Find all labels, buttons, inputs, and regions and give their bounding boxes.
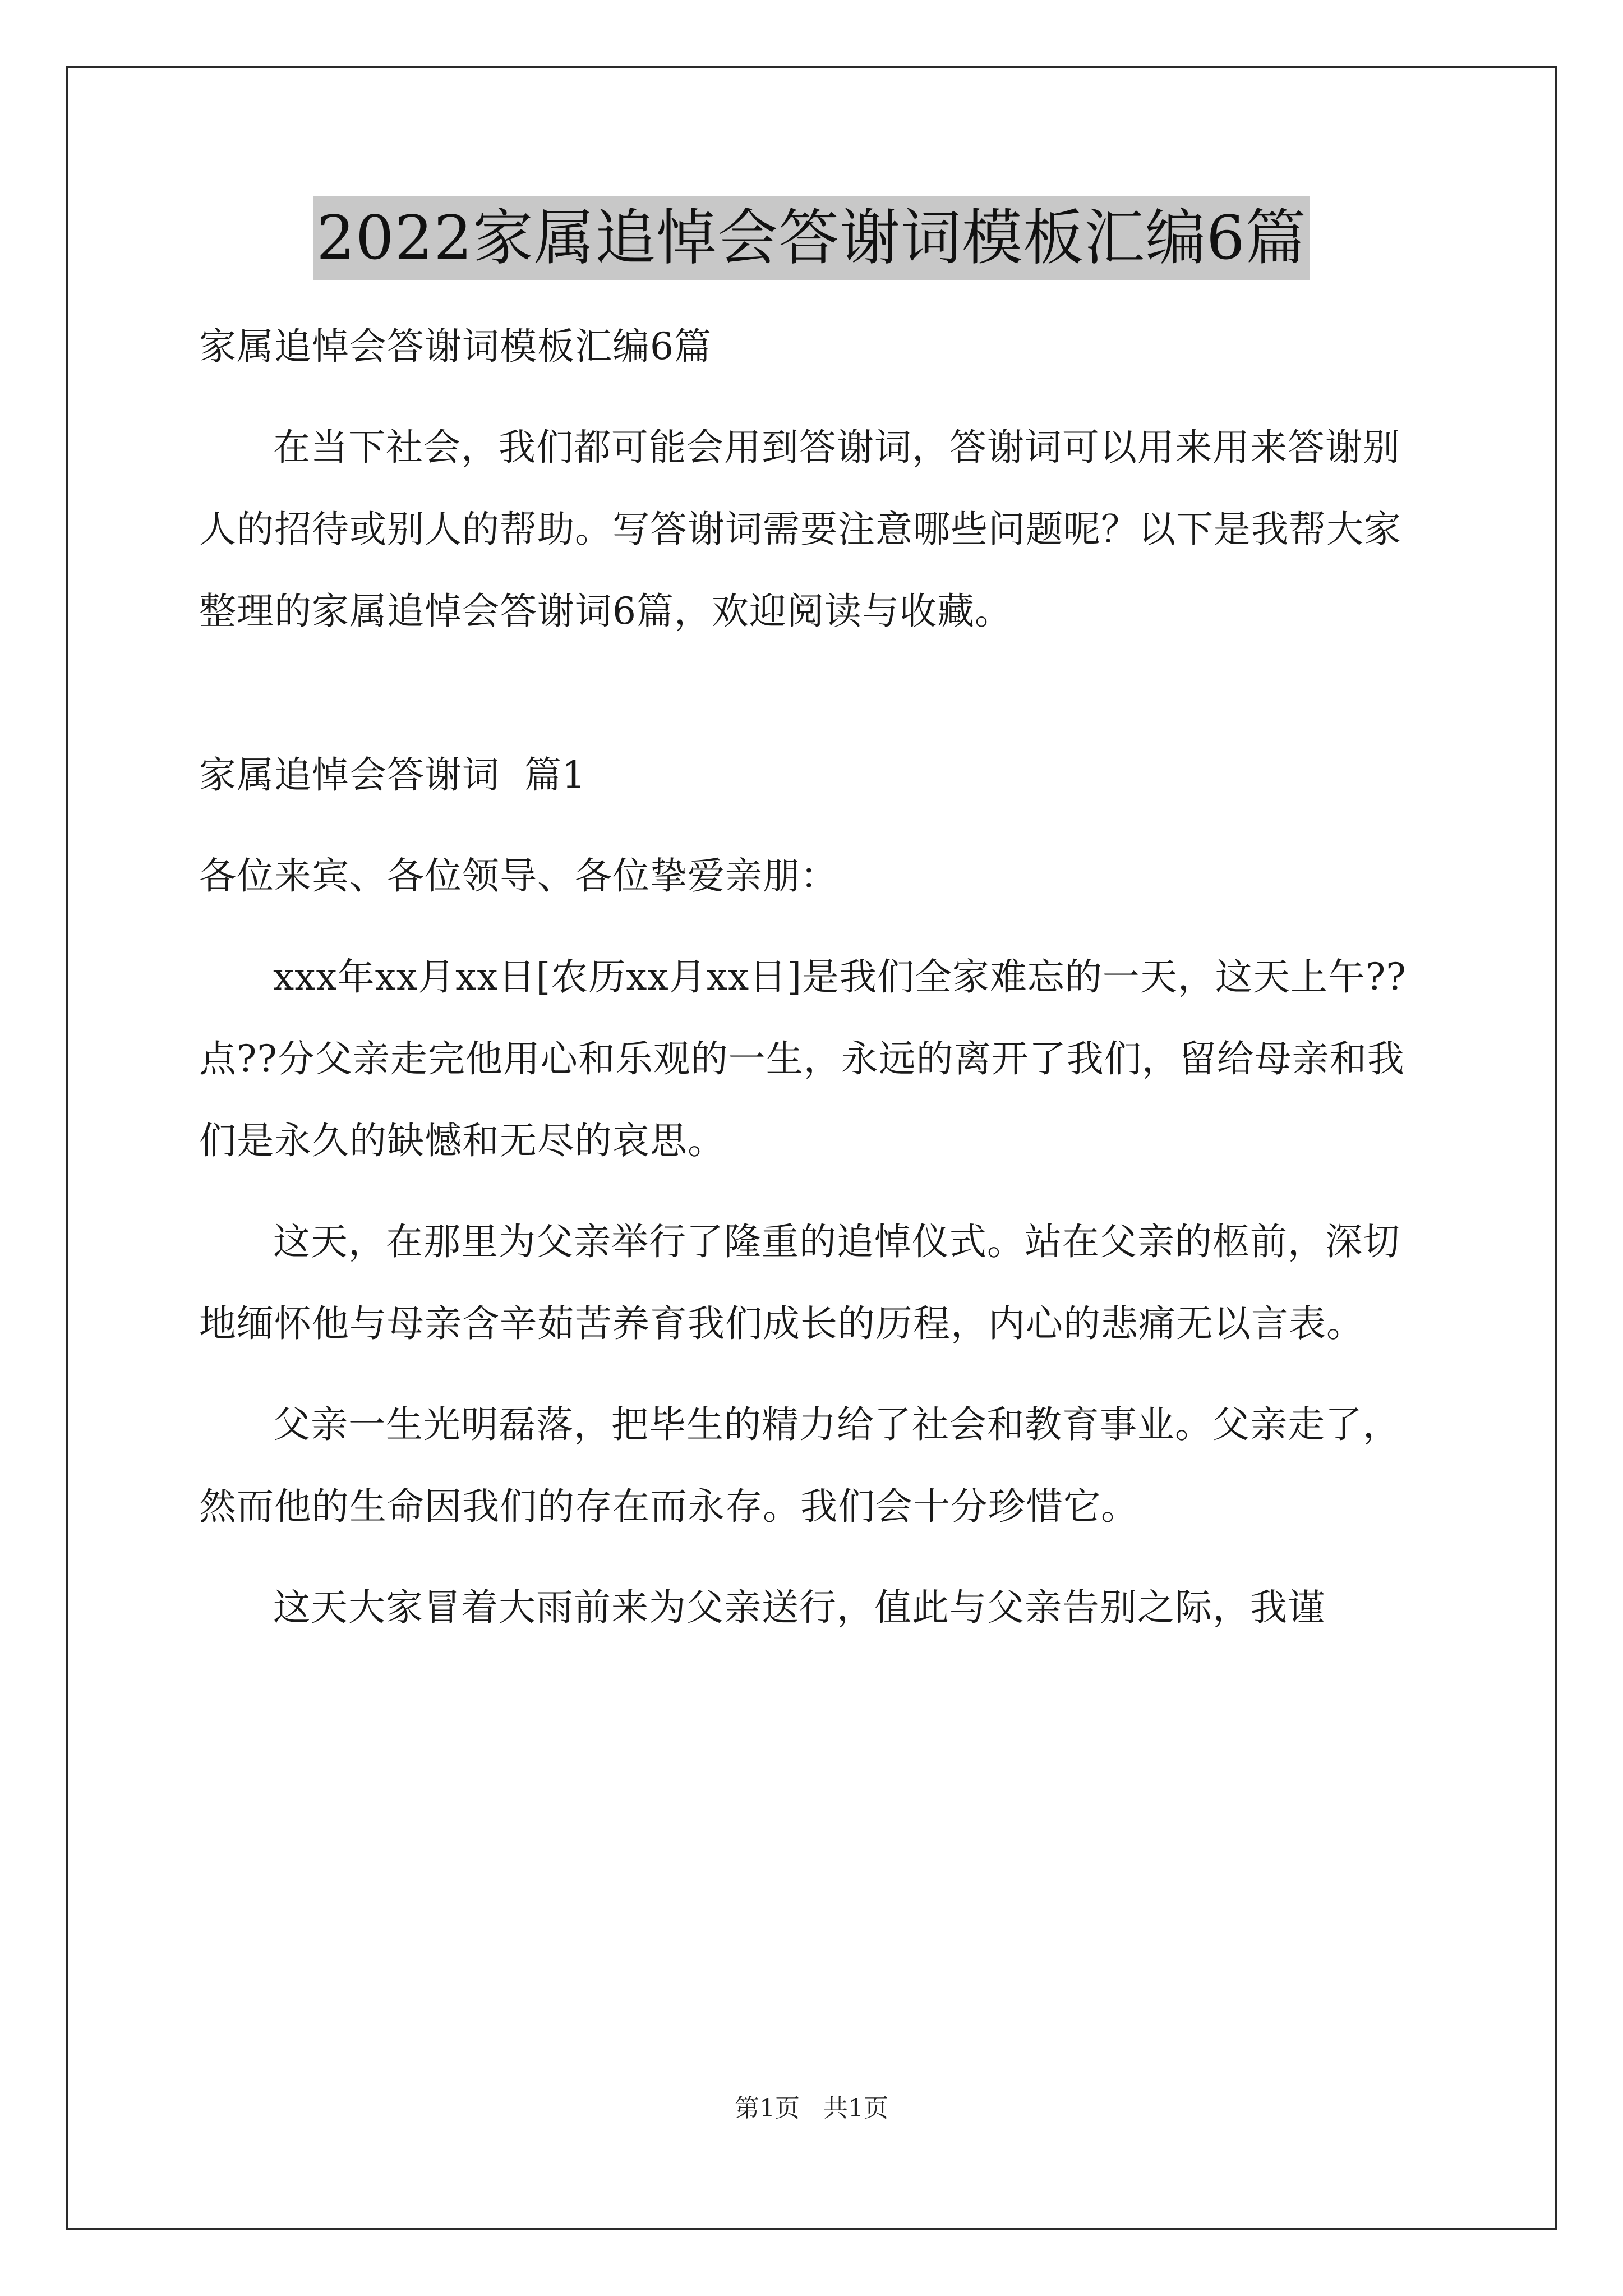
spacer <box>199 816 1433 835</box>
spacer <box>199 1365 1433 1384</box>
title-wrap <box>0 196 1623 280</box>
spacer <box>199 1182 1433 1201</box>
spacer <box>199 1548 1433 1567</box>
salutation: 各位来宾、各位领导、各位挚爱亲朋： <box>199 854 838 898</box>
document-body <box>199 306 1433 1649</box>
body-paragraph-2: 这天，在那里为父亲举行了隆重的追悼仪式。站在父亲的柩前，深切地缅怀他与母亲含辛茹苦养育我们成长的历程，内心的悲痛无以言表。 <box>199 1220 1400 1345</box>
page-total: 共1页 <box>823 2094 888 2123</box>
intro-paragraph: 在当下社会，我们都可能会用到答谢词，答谢词可以用来用来答谢别人的招待或别人的帮助。写答谢词需要注意哪些问题呢？以下是我帮大家整理的家属追悼会答谢词6篇，欢迎阅读与收藏。 <box>199 426 1401 633</box>
spacer <box>199 917 1433 936</box>
spacer <box>199 652 1433 734</box>
spacer <box>199 388 1433 407</box>
section-heading: 家属追悼会答谢词 篇1 <box>199 753 586 797</box>
body-paragraph-4: 这天大家冒着大雨前来为父亲送行，值此与父亲告别之际，我谨 <box>273 1586 1325 1629</box>
page-footer <box>0 2088 1623 2124</box>
document-subtitle: 家属追悼会答谢词模板汇编6篇 <box>199 325 712 368</box>
document-title: 2022家属追悼会答谢词模板汇编6篇 <box>313 196 1310 280</box>
body-paragraph-3: 父亲一生光明磊落，把毕生的精力给了社会和教育事业。父亲走了，然而他的生命因我们的存在而永存。我们会十分珍惜它。 <box>199 1403 1400 1528</box>
body-paragraph-1: xxx年xx月xx日[农历xx月xx日]是我们全家难忘的一天，这天上午??点??分父亲走完他用心和乐观的一生，永远的离开了我们，留给母亲和我们是永久的缺憾和无尽的哀思。 <box>199 955 1407 1162</box>
page-number: 第1页 <box>735 2094 800 2123</box>
